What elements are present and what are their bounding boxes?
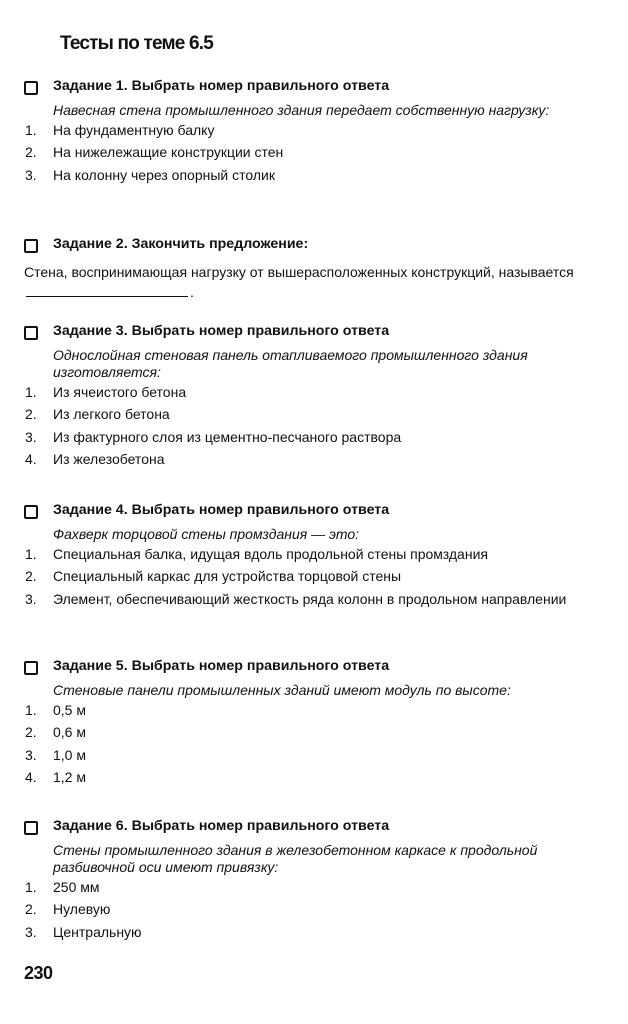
option-text: Из легкого бетона — [53, 406, 170, 423]
option-text: 0,5 м — [53, 702, 86, 718]
option-text: Специальная балка, идущая вдоль продольной стены промздания — [53, 546, 488, 562]
task-header — [0, 323, 628, 345]
options-list — [0, 122, 628, 184]
option-text: На нижележащие конструкции стен — [53, 144, 284, 161]
task-header — [0, 236, 628, 258]
option-item — [0, 122, 628, 139]
option-text: Из железобетона — [53, 450, 165, 467]
options-list — [0, 546, 628, 608]
task-5 — [0, 658, 628, 791]
option-item — [0, 429, 628, 446]
task-question: Навесная стена промышленного здания передает собственную нагрузку: — [53, 102, 550, 118]
checkbox-icon — [24, 821, 38, 835]
option-number: 2. — [25, 568, 37, 585]
option-text: 1,0 м — [53, 746, 86, 763]
task-header — [0, 502, 628, 524]
checkbox-icon — [24, 81, 38, 95]
option-item — [0, 406, 628, 423]
option-number: 3. — [25, 746, 37, 763]
task-question: Однослойная стеновая панель отапливаемого промышленного здания изготовляется: — [53, 347, 528, 380]
checkbox-icon — [24, 239, 38, 253]
option-number: 2. — [25, 144, 37, 161]
option-item — [0, 924, 628, 941]
task-question: Фахверк торцовой стены промздания — это: — [53, 526, 360, 542]
options-list — [0, 384, 628, 468]
option-item — [0, 451, 628, 468]
option-text: 1,2 м — [53, 768, 86, 785]
option-text: Элемент, обеспечивающий жесткость ряда колонн в продольном направлении — [53, 590, 567, 607]
option-number: 1. — [25, 702, 37, 718]
task-header — [0, 78, 628, 100]
option-number: 2. — [25, 406, 37, 423]
option-item — [0, 591, 628, 608]
option-item — [0, 167, 628, 184]
option-number: 3. — [25, 166, 37, 183]
option-item — [0, 747, 628, 764]
option-text: Из ячеистого бетона — [53, 384, 187, 400]
option-number: 2. — [25, 724, 37, 741]
option-item — [0, 901, 628, 918]
option-item — [0, 144, 628, 161]
option-item — [0, 702, 628, 719]
page-title: Тесты по теме 6.5 — [60, 33, 214, 54]
checkbox-icon — [24, 505, 38, 519]
task-sentence — [24, 262, 602, 302]
task-1 — [0, 78, 628, 189]
task-header — [0, 818, 628, 840]
task-title: Задание 3. Выбрать номер правильного ответа — [53, 323, 390, 339]
task-title: Задание 6. Выбрать номер правильного ответа — [53, 818, 390, 834]
options-list — [0, 879, 628, 941]
option-text: Из фактурного слоя из цементно-песчаного раствора — [53, 428, 402, 445]
option-number: 1. — [25, 122, 37, 138]
checkbox-icon — [24, 661, 38, 675]
option-text: 0,6 м — [53, 724, 86, 741]
option-text: Нулевую — [53, 901, 111, 918]
page-number: 230 — [24, 963, 53, 983]
task-2 — [0, 236, 628, 302]
option-number: 1. — [25, 879, 37, 895]
option-number: 3. — [25, 590, 37, 607]
sentence-text: Стена, воспринимающая нагрузку от вышерасположенных конструкций, называется — [24, 264, 574, 280]
task-title: Задание 2. Закончить предложение: — [53, 236, 309, 252]
task-4 — [0, 502, 628, 613]
option-number: 1. — [25, 384, 37, 400]
option-item — [0, 384, 628, 401]
task-header — [0, 658, 628, 680]
option-item — [0, 769, 628, 786]
answer-blank[interactable] — [26, 284, 188, 297]
option-text: На колонну через опорный столик — [53, 166, 275, 183]
option-text: Центральную — [53, 923, 142, 940]
task-title: Задание 1. Выбрать номер правильного ответа — [53, 78, 390, 94]
option-number: 3. — [25, 428, 37, 445]
task-title: Задание 4. Выбрать номер правильного ответа — [53, 502, 390, 518]
task-6 — [0, 818, 628, 946]
option-text: Специальный каркас для устройства торцовой стены — [53, 568, 402, 585]
option-number: 2. — [25, 901, 37, 918]
option-text: На фундаментную балку — [53, 122, 215, 138]
option-item — [0, 546, 628, 563]
option-item — [0, 568, 628, 585]
checkbox-icon — [24, 326, 38, 340]
option-number: 1. — [25, 546, 37, 562]
option-item — [0, 724, 628, 741]
task-question: Стеновые панели промышленных зданий имеют модуль по высоте: — [53, 682, 511, 698]
task-title: Задание 5. Выбрать номер правильного ответа — [53, 658, 390, 674]
options-list — [0, 702, 628, 786]
task-question: Стены промышленного здания в железобетонном каркасе к продольной разбивочной оси имеют привязку: — [53, 842, 538, 875]
option-number: 4. — [25, 768, 37, 785]
sentence-end: . — [190, 284, 194, 300]
option-text: 250 мм — [53, 879, 100, 895]
option-number: 3. — [25, 923, 37, 940]
option-item — [0, 879, 628, 896]
task-3 — [0, 323, 628, 473]
option-number: 4. — [25, 450, 37, 467]
